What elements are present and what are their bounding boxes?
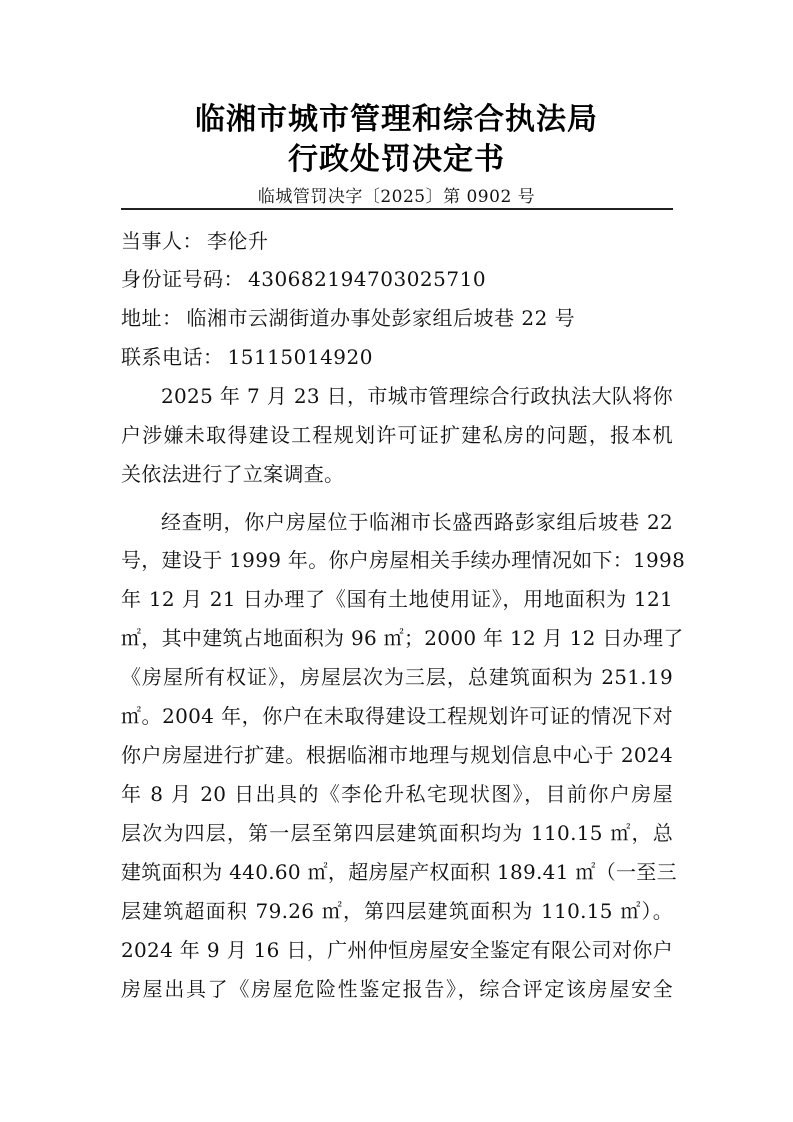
- address-label: 地址：: [121, 306, 183, 330]
- header-divider: [121, 208, 673, 210]
- body-line: 经查明，你户房屋位于临湘市长盛西路彭家组后坡巷 22: [161, 510, 673, 534]
- document-number: 临城管罚决字〔2025〕第 0902 号: [257, 187, 536, 207]
- party-name-label: 当事人：: [121, 229, 203, 253]
- address-value: 临湘市云湖街道办事处彭家组后坡巷 22 号: [186, 306, 576, 330]
- body-line: 2024 年 9 月 16 日，广州仲恒房屋安全鉴定有限公司对你户: [121, 938, 673, 962]
- document-type-title: 行政处罚决定书: [288, 142, 505, 177]
- body-line: 年 12 月 21 日办理了《国有土地使用证》，用地面积为 121: [121, 587, 673, 611]
- body-line: 你户房屋进行扩建。根据临湘市地理与规划信息中心于 2024: [121, 743, 673, 767]
- phone-label: 联系电话：: [121, 345, 224, 369]
- id-number-value: 430682194703025710: [248, 267, 487, 291]
- body-line: 房屋出具了《房屋危险性鉴定报告》，综合评定该房屋安全: [121, 977, 673, 1001]
- phone-field: [121, 343, 373, 371]
- body-line: 2025 年 7 月 23 日，市城市管理综合行政执法大队将你: [161, 384, 673, 408]
- body-line: 建筑面积为 440.60 ㎡，超房屋产权面积 189.41 ㎡（一至三: [121, 860, 677, 884]
- body-line: 层次为四层，第一层至第四层建筑面积均为 110.15 ㎡，总: [121, 821, 673, 845]
- body-line: 号，建设于 1999 年。你户房屋相关手续办理情况如下：1998: [121, 548, 686, 572]
- body-line: ㎡，其中建筑占地面积为 96 ㎡；2000 年 12 月 12 日办理了: [121, 626, 684, 650]
- body-line: 户涉嫌未取得建设工程规划许可证扩建私房的问题，报本机: [121, 423, 673, 447]
- body-line: 《房屋所有权证》，房屋层次为三层，总建筑面积为 251.19: [121, 665, 673, 689]
- phone-value: 15115014920: [227, 345, 373, 369]
- body-line: 关依法进行了立案调查。: [121, 462, 345, 486]
- party-name-value: 李伦升: [207, 229, 269, 253]
- party-name-field: [121, 227, 269, 255]
- id-number-field: [121, 265, 486, 293]
- body-line: 层建筑超面积 79.26 ㎡，第四层建筑面积为 110.15 ㎡）。: [121, 899, 673, 923]
- body-line: ㎡。2004 年，你户在未取得建设工程规划许可证的情况下对: [121, 704, 673, 728]
- address-field: [121, 304, 575, 332]
- id-number-label: 身份证号码：: [121, 267, 244, 291]
- body-line: 年 8 月 20 日出具的《李伦升私宅现状图》，目前你户房屋: [121, 782, 673, 806]
- issuing-authority-title: 临湘市城市管理和综合执法局: [195, 102, 598, 137]
